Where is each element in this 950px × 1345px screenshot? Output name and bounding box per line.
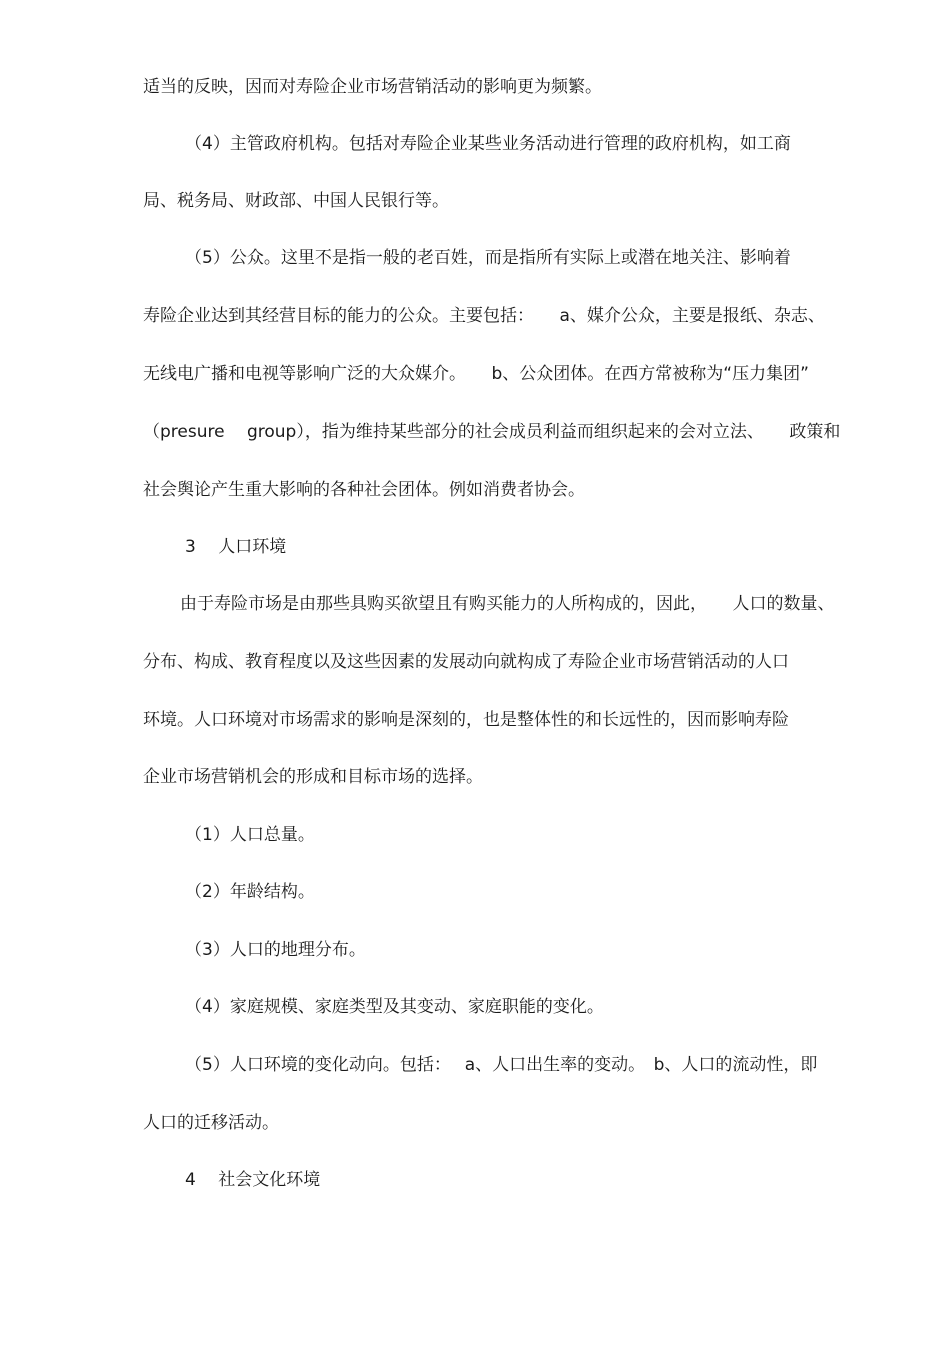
text-line-6: 无线电广播和电视等影响广泛的大众媒介。 b、公众团体。在西方常被称为“压力集团” [143,364,809,384]
list-item-3: （3）人口的地理分布。 [185,940,366,960]
text-line-2: （4）主管政府机构。包括对寿险企业某些业务活动进行管理的政府机构，如工商 [185,134,791,154]
text-line-9: 由于寿险市场是由那些具购买欲望且有购买能力的人所构成的，因此， 人口的数量、 [180,594,835,614]
text-line-8: 社会舆论产生重大影响的各种社会团体。例如消费者协会。 [143,480,585,500]
text-line-12: 企业市场营销机会的形成和目标市场的选择。 [143,767,483,787]
text-line-10: 分布、构成、教育程度以及这些因素的发展动向就构成了寿险企业市场营销活动的人口 [143,652,789,672]
text-line-7: （presure group），指为维持某些部分的社会成员利益而组织起来的会对立法、 政策和 [143,422,841,442]
section-heading-3: 3 人口环境 [185,537,287,557]
list-item-1: （1）人口总量。 [185,825,315,845]
text-line-3: 局、税务局、财政部、中国人民银行等。 [143,191,449,211]
text-line-1: 适当的反映，因而对寿险企业市场营销活动的影响更为频繁。 [143,77,602,97]
text-line-4: （5）公众。这里不是指一般的老百姓，而是指所有实际上或潜在地关注、影响着 [185,248,791,268]
text-line-11: 环境。人口环境对市场需求的影响是深刻的，也是整体性的和长远性的，因而影响寿险 [143,710,789,730]
list-item-4: （4）家庭规模、家庭类型及其变动、家庭职能的变化。 [185,997,604,1017]
list-item-2: （2）年龄结构。 [185,882,315,902]
section-heading-4: 4 社会文化环境 [185,1170,321,1190]
text-line-13: 人口的迁移活动。 [143,1113,279,1133]
text-line-5: 寿险企业达到其经营目标的能力的公众。主要包括： a、媒介公众，主要是报纸、杂志、 [143,306,825,326]
list-item-5: （5）人口环境的变化动向。包括： a、人口出生率的变动。 b、人口的流动性，即 [185,1055,818,1075]
